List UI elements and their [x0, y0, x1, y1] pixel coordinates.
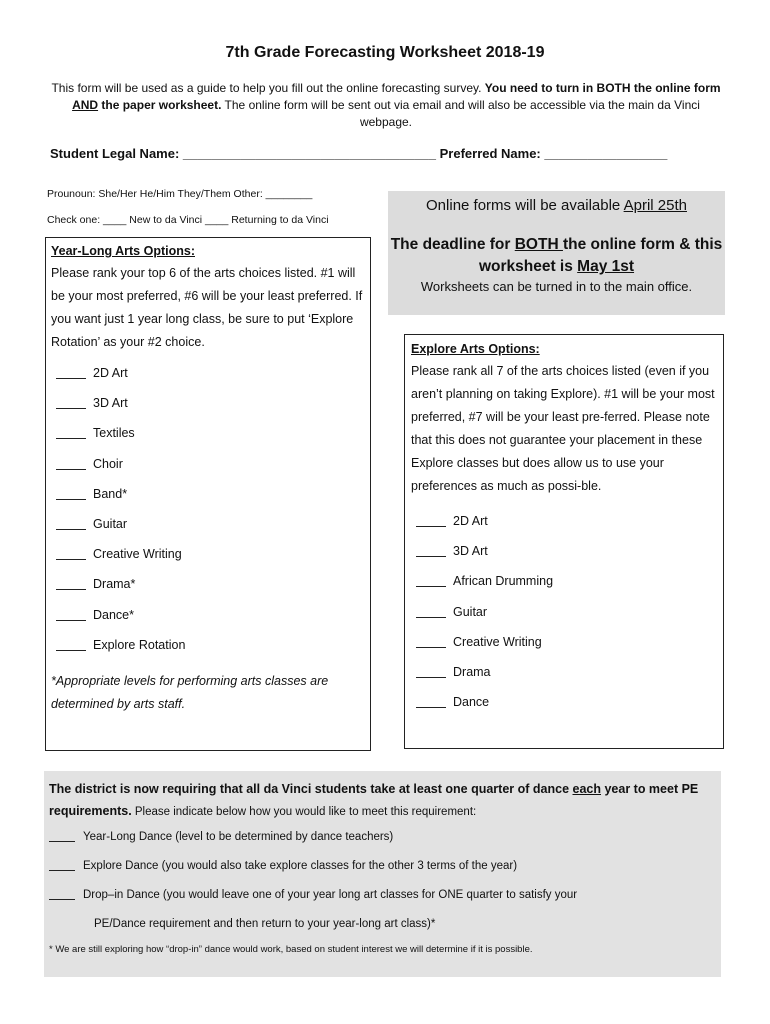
intro-bold-1: You need to turn in BOTH the online form	[484, 81, 721, 95]
deadline-part-1: The deadline for	[390, 236, 515, 253]
pe-option[interactable]	[49, 881, 721, 910]
year-long-footnote: *Appropriate levels for performing arts classes are determined by arts staff.	[51, 673, 329, 711]
pe-option-continuation: PE/Dance requirement and then return to your year-long art class)*	[94, 918, 436, 930]
explore-option[interactable]	[411, 687, 723, 717]
explore-option[interactable]	[411, 657, 723, 687]
pe-option-label: Drop–in Dance (you would leave one of your year long art classes for ONE quarter to satisfy your	[83, 889, 578, 901]
year-long-option[interactable]	[51, 479, 370, 509]
name-line	[50, 146, 667, 161]
deadline-part-2: the online form & this worksheet is	[478, 236, 723, 275]
option-label: 2D Art	[453, 514, 488, 528]
deadline-date: May 1st	[577, 258, 635, 275]
explore-heading: Explore Arts Options:	[411, 342, 540, 356]
option-label: 3D Art	[453, 544, 488, 559]
option-label: Band*	[93, 486, 128, 501]
rank-blank[interactable]	[56, 424, 86, 439]
page-title: 7th Grade Forecasting Worksheet 2018-19	[225, 44, 545, 61]
option-label: 3D Art	[93, 396, 128, 411]
turn-in-text: Worksheets can be turned in to the main office.	[420, 279, 693, 294]
rank-blank[interactable]	[416, 603, 446, 618]
rank-blank[interactable]	[416, 512, 446, 527]
explore-option[interactable]	[411, 597, 723, 627]
explore-option[interactable]	[411, 627, 723, 657]
year-long-options	[51, 358, 370, 660]
year-long-instructions: Please rank your top 6 of the arts choices listed. #1 will be your most preferred, #6 will be your least preferred. If you want just 1 year long class, be sure to put ‘Explore Rotation’ as your #2 choice.	[51, 266, 363, 349]
year-long-option[interactable]	[51, 418, 370, 448]
pe-option-label: Year-Long Dance (level to be determined by dance teachers)	[83, 831, 394, 843]
intro-paragraph	[48, 80, 724, 131]
explore-option[interactable]	[411, 536, 723, 566]
explore-option[interactable]	[411, 506, 723, 536]
option-label: Creative Writing	[453, 634, 542, 649]
deadline-box	[388, 191, 725, 315]
option-label: 2D Art	[93, 366, 128, 380]
rank-blank[interactable]	[56, 575, 86, 590]
rank-blank[interactable]	[56, 364, 86, 379]
pronoun-line[interactable]: Prounoun: She/Her He/Him They/Them Other: ________	[47, 188, 313, 200]
pe-head-part-2: year to meet PE requirements.	[49, 782, 699, 818]
pe-head-part-1: The district is now requiring that all da Vinci students take at least one quarter of dance	[49, 782, 573, 796]
deadline-both: BOTH	[514, 236, 563, 253]
year-long-option[interactable]	[51, 509, 370, 539]
option-label: Dance*	[93, 607, 134, 622]
option-label: Dance	[453, 695, 490, 710]
option-label: Choir	[93, 456, 123, 471]
pe-blank[interactable]	[49, 886, 75, 900]
pe-head-each: each	[572, 782, 601, 796]
year-long-option[interactable]	[51, 539, 370, 569]
online-available-text	[388, 197, 725, 214]
rank-blank[interactable]	[56, 515, 86, 530]
rank-blank[interactable]	[56, 545, 86, 560]
year-long-option[interactable]	[51, 388, 370, 418]
intro-plain: This form will be used as a guide to help you fill out the online forecasting survey.	[51, 81, 485, 95]
rank-blank[interactable]	[416, 572, 446, 587]
rank-blank[interactable]	[56, 636, 86, 651]
pe-option[interactable]	[49, 852, 721, 881]
year-long-option[interactable]	[51, 630, 370, 660]
year-long-option[interactable]	[51, 600, 370, 630]
option-label: African Drumming	[453, 574, 554, 589]
option-label: Guitar	[93, 516, 128, 531]
explore-arts-box	[404, 334, 724, 749]
rank-blank[interactable]	[56, 394, 86, 409]
rank-blank[interactable]	[56, 485, 86, 500]
online-date: April 25th	[623, 197, 687, 214]
pe-blank[interactable]	[49, 857, 75, 871]
pe-option-label: Explore Dance (you would also take explore classes for the other 3 terms of the year)	[83, 860, 518, 872]
pe-heading	[49, 778, 721, 823]
pe-blank[interactable]	[49, 828, 75, 842]
pe-note: * We are still exploring how “drop-in” dance would work, based on student interest we will determine if it is possible.	[49, 944, 533, 955]
year-long-heading: Year-Long Arts Options:	[51, 244, 195, 258]
deadline-text	[388, 234, 725, 278]
intro-bold-and: AND	[72, 98, 99, 112]
check-one-line[interactable]: Check one: ____ New to da Vinci ____ Returning to da Vinci	[47, 214, 329, 226]
option-label: Drama*	[93, 577, 136, 592]
option-label: Drama	[453, 664, 491, 679]
rank-blank[interactable]	[416, 693, 446, 708]
option-label: Explore Rotation	[93, 637, 186, 652]
option-label: Guitar	[453, 604, 488, 619]
rank-blank[interactable]	[416, 663, 446, 678]
rank-blank[interactable]	[56, 606, 86, 621]
pe-instruction: Please indicate below how you would like to meet this requirement:	[131, 806, 477, 818]
explore-instructions: Please rank all 7 of the arts choices listed (even if you aren’t planning on taking Explore). #1 will be your most preferred, #7 will be your least pre-ferred. Please note that this does not guarantee your placement in these Explore classes but does allow us to use your preferences as much as possi-ble.	[411, 364, 715, 493]
online-prefix: Online forms will be available	[426, 197, 624, 214]
pe-option[interactable]	[49, 823, 721, 852]
preferred-name-field[interactable]: _________________	[544, 146, 668, 161]
option-label: Creative Writing	[93, 547, 182, 562]
intro-rest: The online form will be sent out via email and will also be accessible via the main da Vinci webpage.	[221, 98, 700, 129]
year-long-arts-box	[45, 237, 371, 751]
year-long-option[interactable]	[51, 358, 370, 388]
preferred-name-label: Preferred Name:	[439, 146, 541, 161]
rank-blank[interactable]	[416, 542, 446, 557]
explore-options	[411, 506, 723, 717]
rank-blank[interactable]	[416, 633, 446, 648]
legal-name-label: Student Legal Name:	[50, 146, 180, 161]
pe-requirement-box	[44, 771, 721, 977]
year-long-option[interactable]	[51, 449, 370, 479]
rank-blank[interactable]	[56, 455, 86, 470]
intro-bold-2: the paper worksheet.	[98, 98, 222, 112]
legal-name-field[interactable]: ___________________________________	[182, 146, 436, 161]
year-long-option[interactable]	[51, 569, 370, 599]
explore-option[interactable]	[411, 566, 723, 596]
option-label: Textiles	[93, 426, 135, 441]
